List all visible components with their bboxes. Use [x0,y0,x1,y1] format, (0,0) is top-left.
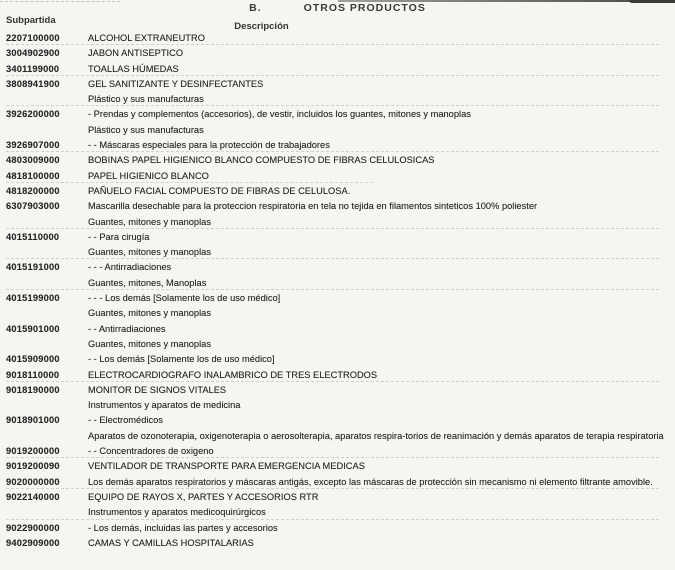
product-description: EQUIPO DE RAYOS X, PARTES Y ACCESORIOS RTR [88,491,319,502]
product-description: - - Electromédicos [88,415,163,426]
product-description: JABON ANTISEPTICO [88,48,184,59]
table-row [6,383,673,398]
product-description: - - Antirradiaciones [88,323,166,334]
subpartida-code: 9019200000 [6,446,60,457]
product-description: Instrumentos y aparatos medicoquirúrgicos [88,507,266,518]
product-description: PAÑUELO FACIAL COMPUESTO DE FIBRAS DE CELULOSA. [88,185,351,196]
subpartida-code: 3004902900 [6,48,60,59]
product-description: - - Máscaras especiales para la protección de trabajadores [88,140,330,151]
subpartida-code: 4015909000 [6,354,60,365]
product-description: - Los demás, incluidas las partes y accesorios [88,522,278,533]
table-row [6,215,673,230]
table-row [6,291,673,306]
subpartida-code: 3926200000 [6,109,60,120]
table-row [6,505,673,520]
product-description: Guantes, mitones y manoplas [88,338,211,349]
table-row [6,475,673,490]
product-description: - - Los demás [Solamente los de uso médico] [88,354,275,365]
section-letter: B. [249,2,262,14]
product-description: - - Concentradores de oxigeno [88,446,214,457]
product-description: Instrumentos y aparatos de medicina [88,400,241,411]
product-description: PAPEL HIGIENICO BLANCO [88,170,209,181]
table-row [6,230,673,245]
table-row [6,184,673,199]
product-description: Guantes, mitones y manoplas [88,308,211,319]
product-description: - - Para cirugía [88,231,150,242]
table-row [6,459,673,474]
table-row [6,107,673,122]
product-description: Aparatos de ozonoterapia, oxigenoterapia o aerosolterapia, aparatos respira-torios de reanimación y demás aparatos de terapia respiratoria [88,430,664,441]
table-row [6,138,673,153]
table-row [6,322,673,337]
product-description: CAMAS Y CAMILLAS HOSPITALARIAS [88,537,254,548]
subpartida-code: 3926907000 [6,140,60,151]
product-description: ALCOHOL EXTRANEUTRO [88,33,205,43]
product-description: Plástico y sus manufacturas [88,124,204,135]
subpartida-code: 9020000000 [6,476,60,487]
code-column-header: Subpartida [6,15,56,26]
product-description: Guantes, mitones y manoplas [88,216,211,227]
product-description: Mascarilla desechable para la proteccion respiratoria en tela no tejida en filamentos sinteticos 100% poliester [88,201,538,212]
table-row [6,62,673,77]
table-row [6,46,673,61]
product-description: GEL SANITIZANTE Y DESINFECTANTES [88,78,264,89]
subpartida-code: 6307903000 [6,201,60,212]
subpartida-code: 3808941900 [6,78,60,89]
table-row [6,260,673,275]
product-description: - - - Los demás [Solamente los de uso médico] [88,293,281,304]
subpartida-code: 2207100000 [6,33,60,43]
product-description: Plástico y sus manufacturas [88,94,204,105]
table-row [6,123,673,138]
table-row [6,536,673,551]
table-row [6,77,673,92]
table-row [6,92,673,107]
subpartida-code: 4015901000 [6,323,60,334]
table-row [6,444,673,459]
table-row [6,521,673,536]
product-description: - - - Antirradiaciones [88,262,172,273]
subpartida-code: 9019200090 [6,461,60,472]
subpartida-code: 9402909000 [6,537,60,548]
product-description: - Prendas y complementos (accesorios), de vestir, incluidos los guantes, mitones y manoplas [88,109,471,120]
table-row [6,337,673,352]
subpartida-code: 9018901000 [6,415,60,426]
subpartida-code: 4015199000 [6,293,60,304]
table-row [6,352,673,367]
table-row [6,199,673,214]
table-row [6,306,673,321]
subpartida-code: 4818100000 [6,170,60,181]
table-row [6,490,673,505]
table-row [6,245,673,260]
subpartida-code: 4818200000 [6,185,60,196]
product-description: Guantes, mitones y manoplas [88,247,211,258]
subpartida-code: 9018110000 [6,369,60,380]
subpartida-code: 4803009000 [6,155,60,166]
product-description: MONITOR DE SIGNOS VITALES [88,384,227,395]
product-description: Los demás aparatos respiratorios y máscaras antigás, excepto las máscaras de protección sin mecanismo ni elemento filtrante amovible. [88,476,653,487]
table-row [6,368,673,383]
table-row [6,31,673,46]
column-headers [6,15,675,32]
product-description: VENTILADOR DE TRANSPORTE PARA EMERGENCIA MEDICAS [88,461,365,472]
table-row [6,429,673,444]
table-row [6,413,673,428]
subpartida-code: 4015191000 [6,262,60,273]
products-table [6,31,673,551]
subpartida-code: 4015110000 [6,231,60,242]
section-header [0,2,675,14]
product-description: Guantes, mitones, Manoplas [88,277,207,288]
subpartida-code: 3401199000 [6,63,60,74]
description-column-header: Descripción [234,21,289,32]
table-row [6,398,673,413]
table-row [6,276,673,291]
subpartida-code: 9022140000 [6,491,60,502]
subpartida-code: 9022900000 [6,522,60,533]
section-title: OTROS PRODUCTOS [303,2,426,14]
subpartida-code: 9018190000 [6,384,60,395]
product-description: ELECTROCARDIOGRAFO INALAMBRICO DE TRES ELECTRODOS [88,369,378,380]
product-description: BOBINAS PAPEL HIGIENICO BLANCO COMPUESTO DE FIBRAS CELULOSICAS [88,155,435,166]
table-row [6,153,673,168]
product-description: TOALLAS HÚMEDAS [88,63,179,74]
table-row [6,169,673,184]
